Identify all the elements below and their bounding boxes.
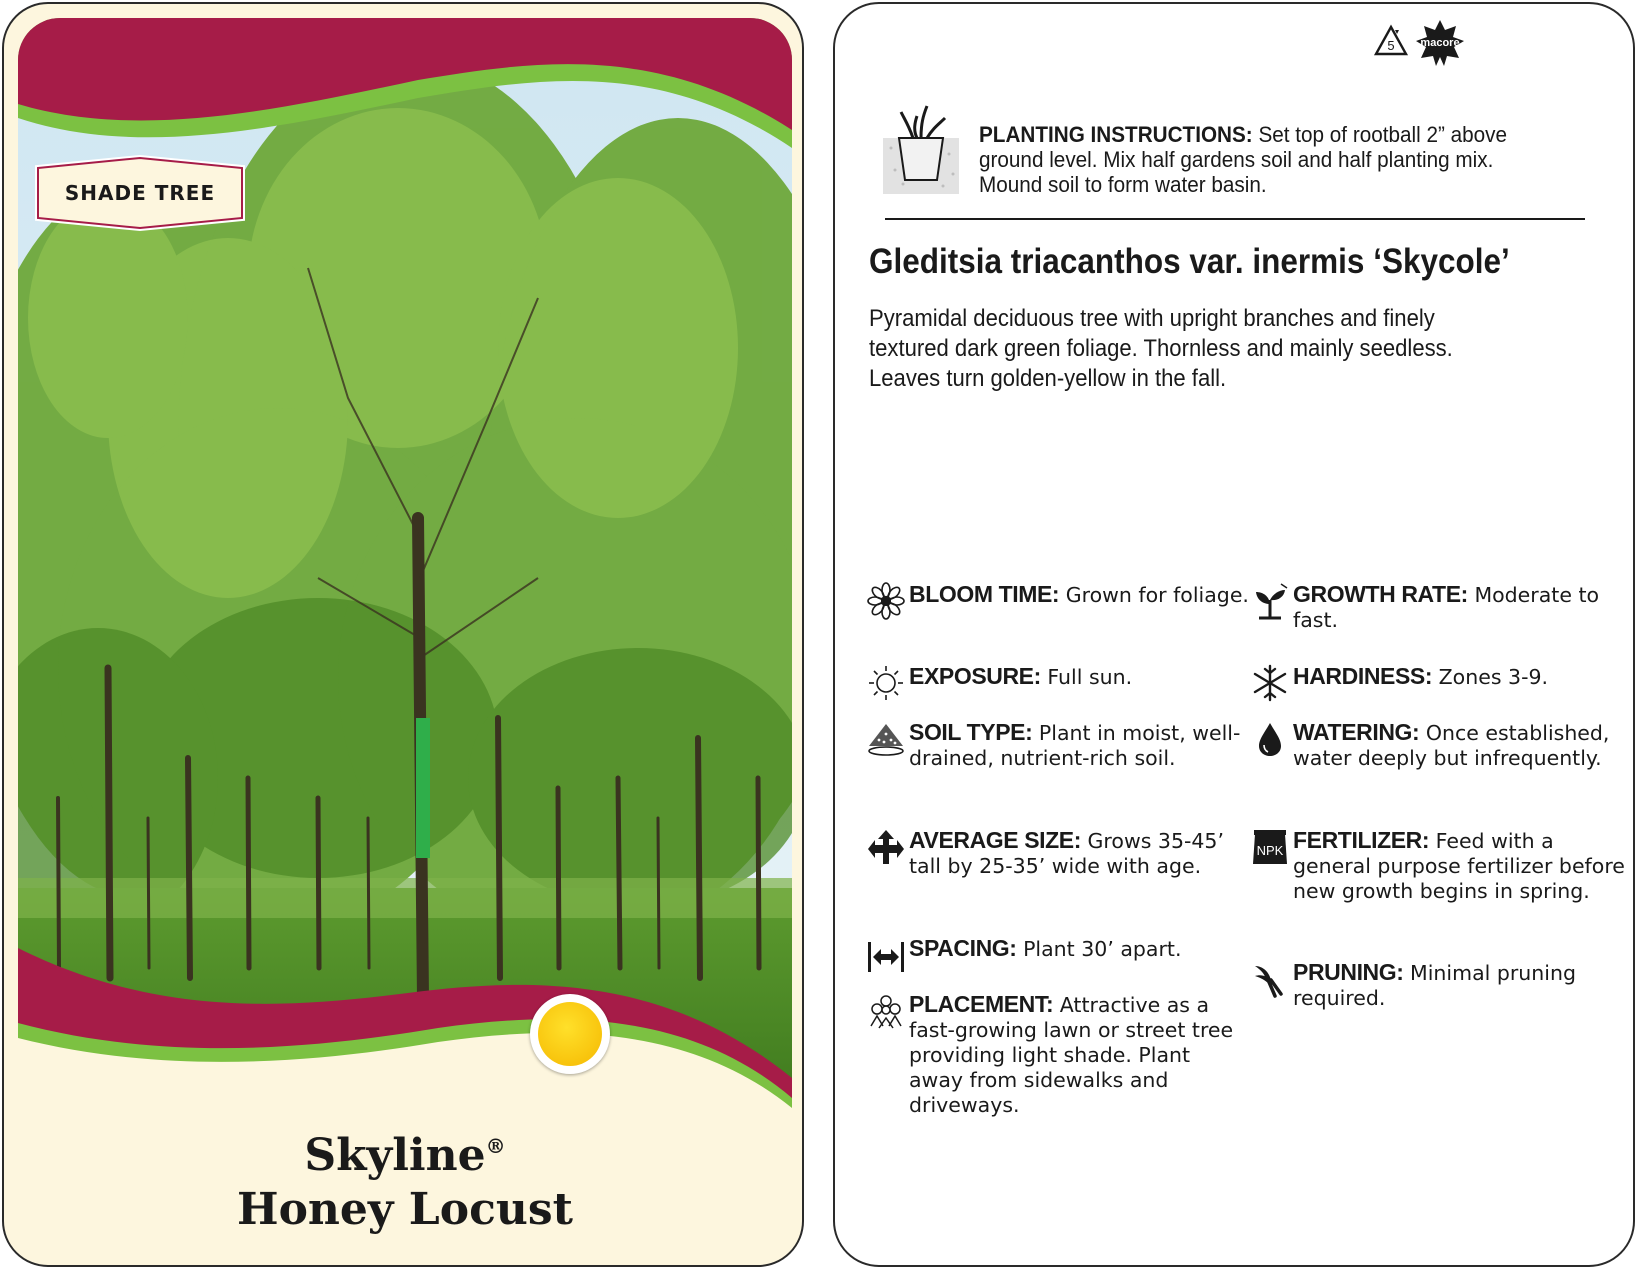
attr-soil-type: SOIL TYPE: Plant in moist, well-drained, nutrient-rich soil. [909, 720, 1249, 771]
planting-instructions: PLANTING INSTRUCTIONS: Set top of rootball 2” above ground level. Mix half gardens soil and half planting mix. Mound soil to form water basin. [979, 122, 1508, 197]
fertilizer-icon [1251, 828, 1289, 866]
placement-icon [867, 992, 905, 1030]
attr-bloom-time: BLOOM TIME: Grown for foliage. [909, 582, 1249, 608]
botanical-name: Gleditsia triacanthos var. inermis ‘Skycole’ [869, 242, 1510, 281]
attr-fertilizer: NPK FERTILIZER: Feed with a general purpose fertilizer before new growth begins in spring. [1293, 828, 1633, 904]
recycle-icon [1373, 24, 1409, 60]
pruners-icon [1251, 960, 1289, 998]
sun-icon [867, 664, 905, 702]
back-card [833, 2, 1635, 1267]
spacing-icon [867, 936, 905, 974]
attr-spacing: SPACING: Plant 30’ apart. [909, 936, 1249, 962]
common-name-line2: Honey Locust [237, 1184, 573, 1235]
badge-label: SHADE TREE [64, 181, 216, 205]
attr-exposure: EXPOSURE: Full sun. [909, 664, 1249, 690]
svg-text:5: 5 [1387, 38, 1395, 53]
plant-pot-icon [883, 104, 959, 196]
sprout-icon [1251, 582, 1289, 620]
front-card [2, 2, 804, 1267]
plant-description: Pyramidal deciduous tree with upright branches and finely textured dark green foliage. Thornless and mainly seedless. Leaves turn golden-yellow in the fall. [869, 305, 1453, 392]
svg-text:NPK: NPK [1256, 843, 1284, 858]
common-name-line1: Skyline® [304, 1130, 506, 1181]
attr-watering: WATERING: Once established, water deeply but infrequently. [1293, 720, 1633, 771]
macore-logo-icon: macore [1415, 20, 1465, 66]
divider [885, 218, 1585, 220]
attr-growth-rate: GROWTH RATE: Moderate to fast. [1293, 582, 1633, 633]
attr-hardiness: HARDINESS: Zones 3-9. [1293, 664, 1633, 690]
size-icon [867, 828, 905, 866]
attr-pruning: PRUNING: Minimal pruning required. [1293, 960, 1633, 1011]
attr-placement: PLACEMENT: Attractive as a fast-growing lawn or street tree providing light shade. Plant away from sidewalks and driveways. [909, 992, 1249, 1118]
snowflake-icon [1251, 664, 1289, 702]
soil-icon [867, 720, 905, 758]
flower-icon [867, 582, 905, 620]
water-drop-icon [1251, 720, 1289, 758]
attr-average-size: AVERAGE SIZE: Grows 35-45’ tall by 25-35’ wide with age. [909, 828, 1249, 879]
shade-tree-badge [34, 154, 246, 232]
full-sun-icon [530, 994, 610, 1074]
